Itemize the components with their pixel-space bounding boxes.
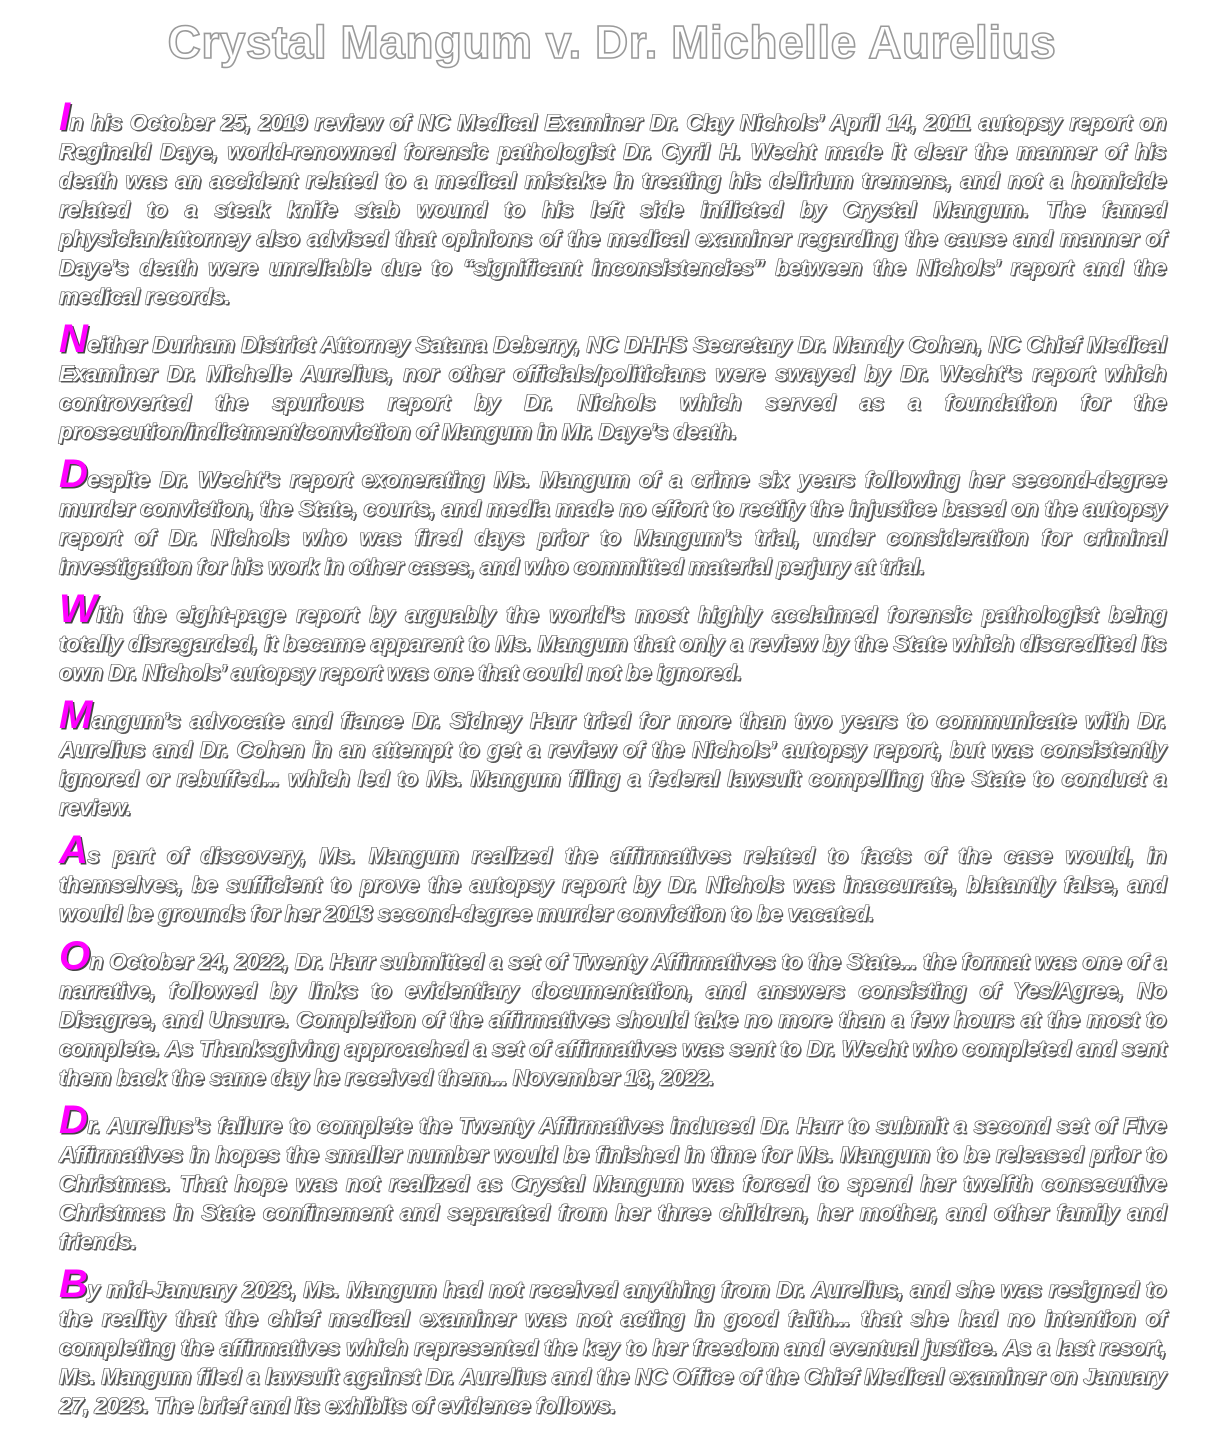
- paragraph-text: a homicide related to a steak knife stab wound to his left side inflicted by Crystal Mangum. The famed physician/attorney also advised that opinions of the medical examiner regarding the cause and manner of Daye’s death were unreliable due to “significant inconsistencies” between the Nichols’ report and the medical records.: [59, 168, 1166, 309]
- paragraph-text: n October 24, 2022, Dr. Harr submitted a set of Twenty Affirmatives to the State... the format was one of a narrative, followed by links to evidentiary documentation, and answers consisting of Yes/Agree, No Disagree, and Unsure. Completion of the affirmatives should take no more than a few hours at the most to complete. As Thanksgiving approached a set of affirmatives was sent to Dr. Wecht who completed and sent them back the same day he received them... November 18, 2022.: [59, 949, 1166, 1090]
- drop-cap: O: [59, 934, 90, 978]
- document-body: [59, 95, 1166, 1434]
- drop-cap: I: [59, 95, 70, 139]
- drop-cap: W: [59, 587, 97, 631]
- paragraph-3: [59, 452, 1166, 581]
- paragraph-text: s part of discovery, Ms. Mangum realized the affirmatives related to facts of the case would, in themselves, be sufficient to prove the autopsy report by Dr. Nichols was inaccurate, blatantly false, and would be grounds for her 2013 second-degree murder conviction to be vacated.: [59, 843, 1166, 926]
- drop-cap: B: [59, 1262, 88, 1306]
- drop-cap: N: [59, 317, 88, 361]
- drop-cap: M: [59, 693, 92, 737]
- paragraph-5: [59, 693, 1166, 822]
- paragraph-text: ith the eight-page report by arguably the world’s most highly acclaimed forensic pathologist being totally disregarded, it became apparent to Ms. Mangum that only a review by the State which discredited its own Dr. Nichols’ autopsy report was one that could not be ignored.: [59, 602, 1166, 685]
- paragraph-8: [59, 1098, 1166, 1256]
- paragraph-6: [59, 828, 1166, 928]
- emphasis-text: not: [1007, 168, 1042, 193]
- paragraph-7: [59, 934, 1166, 1092]
- paragraph-text: related to a medical mistake in treating his delirium tremens, and: [296, 168, 1008, 193]
- paragraph-2: [59, 317, 1166, 446]
- paragraph-text: espite Dr. Wecht’s report exonerating Ms. Mangum of a crime six years following her second-degree murder conviction, the State, courts, and media made no effort to rectify the injustice based on the autopsy report of Dr. Nichols who was fired days prior to Mangum’s trial, under consideration for criminal investigation for his work in other cases, and who committed material perjury at trial.: [59, 467, 1166, 579]
- document-title: Crystal Mangum v. Dr. Michelle Aurelius: [167, 16, 1057, 68]
- paragraph-9: [59, 1262, 1166, 1420]
- paragraph-text: n his October 25, 2019 review of NC Medical Examiner Dr. Clay Nichols’ April 14, 2011 autopsy report on Reginald Daye, world-renowned forensic pathologist Dr. Cyril H. Wecht made it clear the manner of his death was an: [59, 110, 1166, 193]
- paragraph-4: [59, 587, 1166, 687]
- drop-cap: A: [59, 828, 88, 872]
- drop-cap: D: [59, 452, 88, 496]
- emphasis-text: accident: [209, 168, 297, 193]
- paragraph-text: either Durham District Attorney Satana Deberry, NC DHHS Secretary Dr. Mandy Cohen, NC Chief Medical Examiner Dr. Michelle Aurelius, nor other officials/politicians were swayed by Dr. Wecht’s report which controverted the spurious report by Dr. Nichols which served as a foundation for the prosecution/indictment/conviction of Mangum in Mr. Daye’s death.: [59, 332, 1166, 444]
- drop-cap: D: [59, 1098, 88, 1142]
- paragraph-text: r. Aurelius’s failure to complete the Twenty Affirmatives induced Dr. Harr to submit a second set of Five Affirmatives in hopes the smaller number would be finished in time for Ms. Mangum to be released prior to Christmas. That hope was not realized as Crystal Mangum was forced to spend her twelfth consecutive Christmas in State confinement and separated from her three children, her mother, and other family and friends.: [59, 1113, 1166, 1254]
- paragraph-text: y mid-January 2023, Ms. Mangum had not received anything from Dr. Aurelius, and she was resigned to the reality that the chief medical examiner was not acting in good faith... that she had no intention of completing the affirmatives which represented the key to her freedom and eventual justice. As a last resort, Ms. Mangum filed a lawsuit against Dr. Aurelius and the NC Office of the Chief Medical examiner on January 27, 2023. The brief and its exhibits of evidence follows.: [59, 1277, 1166, 1418]
- paragraph-text: angum’s advocate and fiance Dr. Sidney Harr tried for more than two years to communicate with Dr. Aurelius and Dr. Cohen in an attempt to get a review of the Nichols’ autopsy report, but was consistently ignored or rebuffed... which led to Ms. Mangum filing a federal lawsuit compelling the State to conduct a review.: [59, 708, 1166, 820]
- paragraph-1: [59, 95, 1166, 311]
